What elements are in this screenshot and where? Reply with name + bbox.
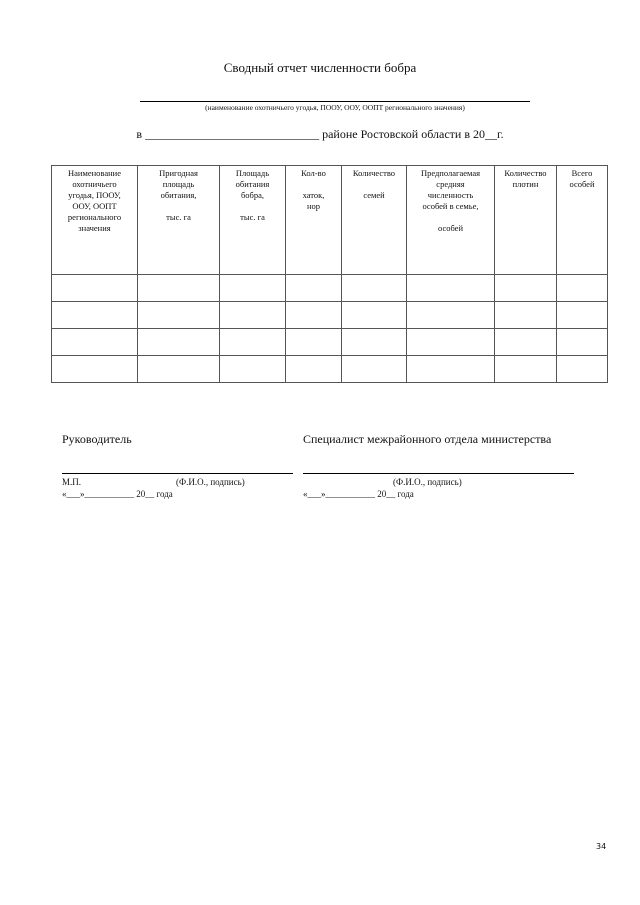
table-cell[interactable] xyxy=(407,302,495,329)
table-row xyxy=(52,302,608,329)
header-line: Пригодная xyxy=(159,168,198,178)
table-header-cell xyxy=(495,166,557,275)
table-cell[interactable] xyxy=(557,302,608,329)
table-header-cell xyxy=(138,166,220,275)
table-cell[interactable] xyxy=(138,329,220,356)
table-cell[interactable] xyxy=(138,356,220,383)
table-cell[interactable] xyxy=(495,275,557,302)
name-caption: (наименование охотничьего угодья, ПООУ, ООУ, ООПТ регионального значения) xyxy=(205,103,465,112)
table-cell[interactable] xyxy=(286,302,342,329)
signature-right-title: Специалист межрайонного отдела министерства xyxy=(303,432,552,446)
table-header-cell xyxy=(557,166,608,275)
table-cell[interactable] xyxy=(342,356,407,383)
table-cell[interactable] xyxy=(220,275,286,302)
table-header-row xyxy=(52,166,608,275)
header-line: регионального xyxy=(67,212,122,222)
header-line: особей в семье, xyxy=(422,201,479,211)
table-body xyxy=(52,275,608,383)
page-number: 34 xyxy=(596,842,607,851)
header-line: Наименование xyxy=(68,168,121,178)
header-line: Площадь xyxy=(235,168,270,178)
table-cell[interactable] xyxy=(557,275,608,302)
header-line xyxy=(138,201,219,212)
table-cell[interactable] xyxy=(342,302,407,329)
table-cell[interactable] xyxy=(342,329,407,356)
signature-left-date: «___»___________ 20__ года xyxy=(62,489,173,499)
table-header-cell xyxy=(286,166,342,275)
header-line: Кол-во xyxy=(301,168,326,178)
table-cell[interactable] xyxy=(286,275,342,302)
header-line: значения xyxy=(78,223,111,233)
stamp-label: М.П. xyxy=(62,477,82,487)
header-line: нор xyxy=(306,201,321,211)
header-line xyxy=(342,179,406,190)
signature-right-line xyxy=(303,473,574,474)
table-cell[interactable] xyxy=(557,356,608,383)
table-cell[interactable] xyxy=(220,329,286,356)
header-line: охотничьего xyxy=(72,179,117,189)
header-line: Предполагаемая xyxy=(420,168,481,178)
table-header-cell xyxy=(342,166,407,275)
header-line: бобра, xyxy=(240,190,265,200)
table-cell[interactable] xyxy=(495,356,557,383)
header-line xyxy=(286,179,341,190)
name-underline xyxy=(140,101,530,102)
header-line: особей xyxy=(437,223,464,233)
header-line: Всего xyxy=(571,168,593,178)
header-line: плотин xyxy=(512,179,539,189)
signature-right-caption: (Ф.И.О., подпись) xyxy=(393,477,462,487)
header-line: семей xyxy=(363,190,385,200)
table-cell[interactable] xyxy=(342,275,407,302)
header-line xyxy=(220,201,285,212)
table-cell[interactable] xyxy=(286,356,342,383)
table-cell[interactable] xyxy=(138,302,220,329)
signature-left-line xyxy=(62,473,293,474)
signature-left-caption: (Ф.И.О., подпись) xyxy=(176,477,245,487)
header-line: тыс. га xyxy=(166,212,191,222)
report-table xyxy=(51,165,608,383)
region-line: в _____________________________ районе Ростовской области в 20__г. xyxy=(136,127,504,141)
header-line: площадь xyxy=(162,179,195,189)
header-line: обитания xyxy=(235,179,270,189)
header-line: ООУ, ООПТ xyxy=(72,201,117,211)
header-line: хаток, xyxy=(302,190,325,200)
header-line: особей xyxy=(569,179,595,189)
header-line: обитания, xyxy=(160,190,197,200)
header-line: численность xyxy=(427,190,474,200)
table-cell[interactable] xyxy=(138,275,220,302)
header-line: угодья, ПООУ, xyxy=(68,190,121,200)
table-row xyxy=(52,329,608,356)
table-cell[interactable] xyxy=(495,302,557,329)
signature-right-date: «___»___________ 20__ года xyxy=(303,489,414,499)
table-cell[interactable] xyxy=(52,302,138,329)
table-cell[interactable] xyxy=(220,302,286,329)
table-cell[interactable] xyxy=(220,356,286,383)
table-cell[interactable] xyxy=(557,329,608,356)
table-header-cell xyxy=(52,166,138,275)
table-cell[interactable] xyxy=(407,356,495,383)
table-cell[interactable] xyxy=(407,275,495,302)
header-line: тыс. га xyxy=(240,212,265,222)
table-cell[interactable] xyxy=(495,329,557,356)
header-line xyxy=(407,212,494,223)
table-row xyxy=(52,275,608,302)
table-cell[interactable] xyxy=(52,329,138,356)
signature-left-title: Руководитель xyxy=(62,432,132,446)
table-header-cell xyxy=(220,166,286,275)
table-cell[interactable] xyxy=(52,356,138,383)
header-line: Количество xyxy=(352,168,396,178)
table-cell[interactable] xyxy=(286,329,342,356)
document-title: Сводный отчет численности бобра xyxy=(223,60,417,75)
table-cell[interactable] xyxy=(407,329,495,356)
table-row xyxy=(52,356,608,383)
header-line: средняя xyxy=(436,179,465,189)
table-header-cell xyxy=(407,166,495,275)
header-line: Количество xyxy=(504,168,547,178)
table-cell[interactable] xyxy=(52,275,138,302)
